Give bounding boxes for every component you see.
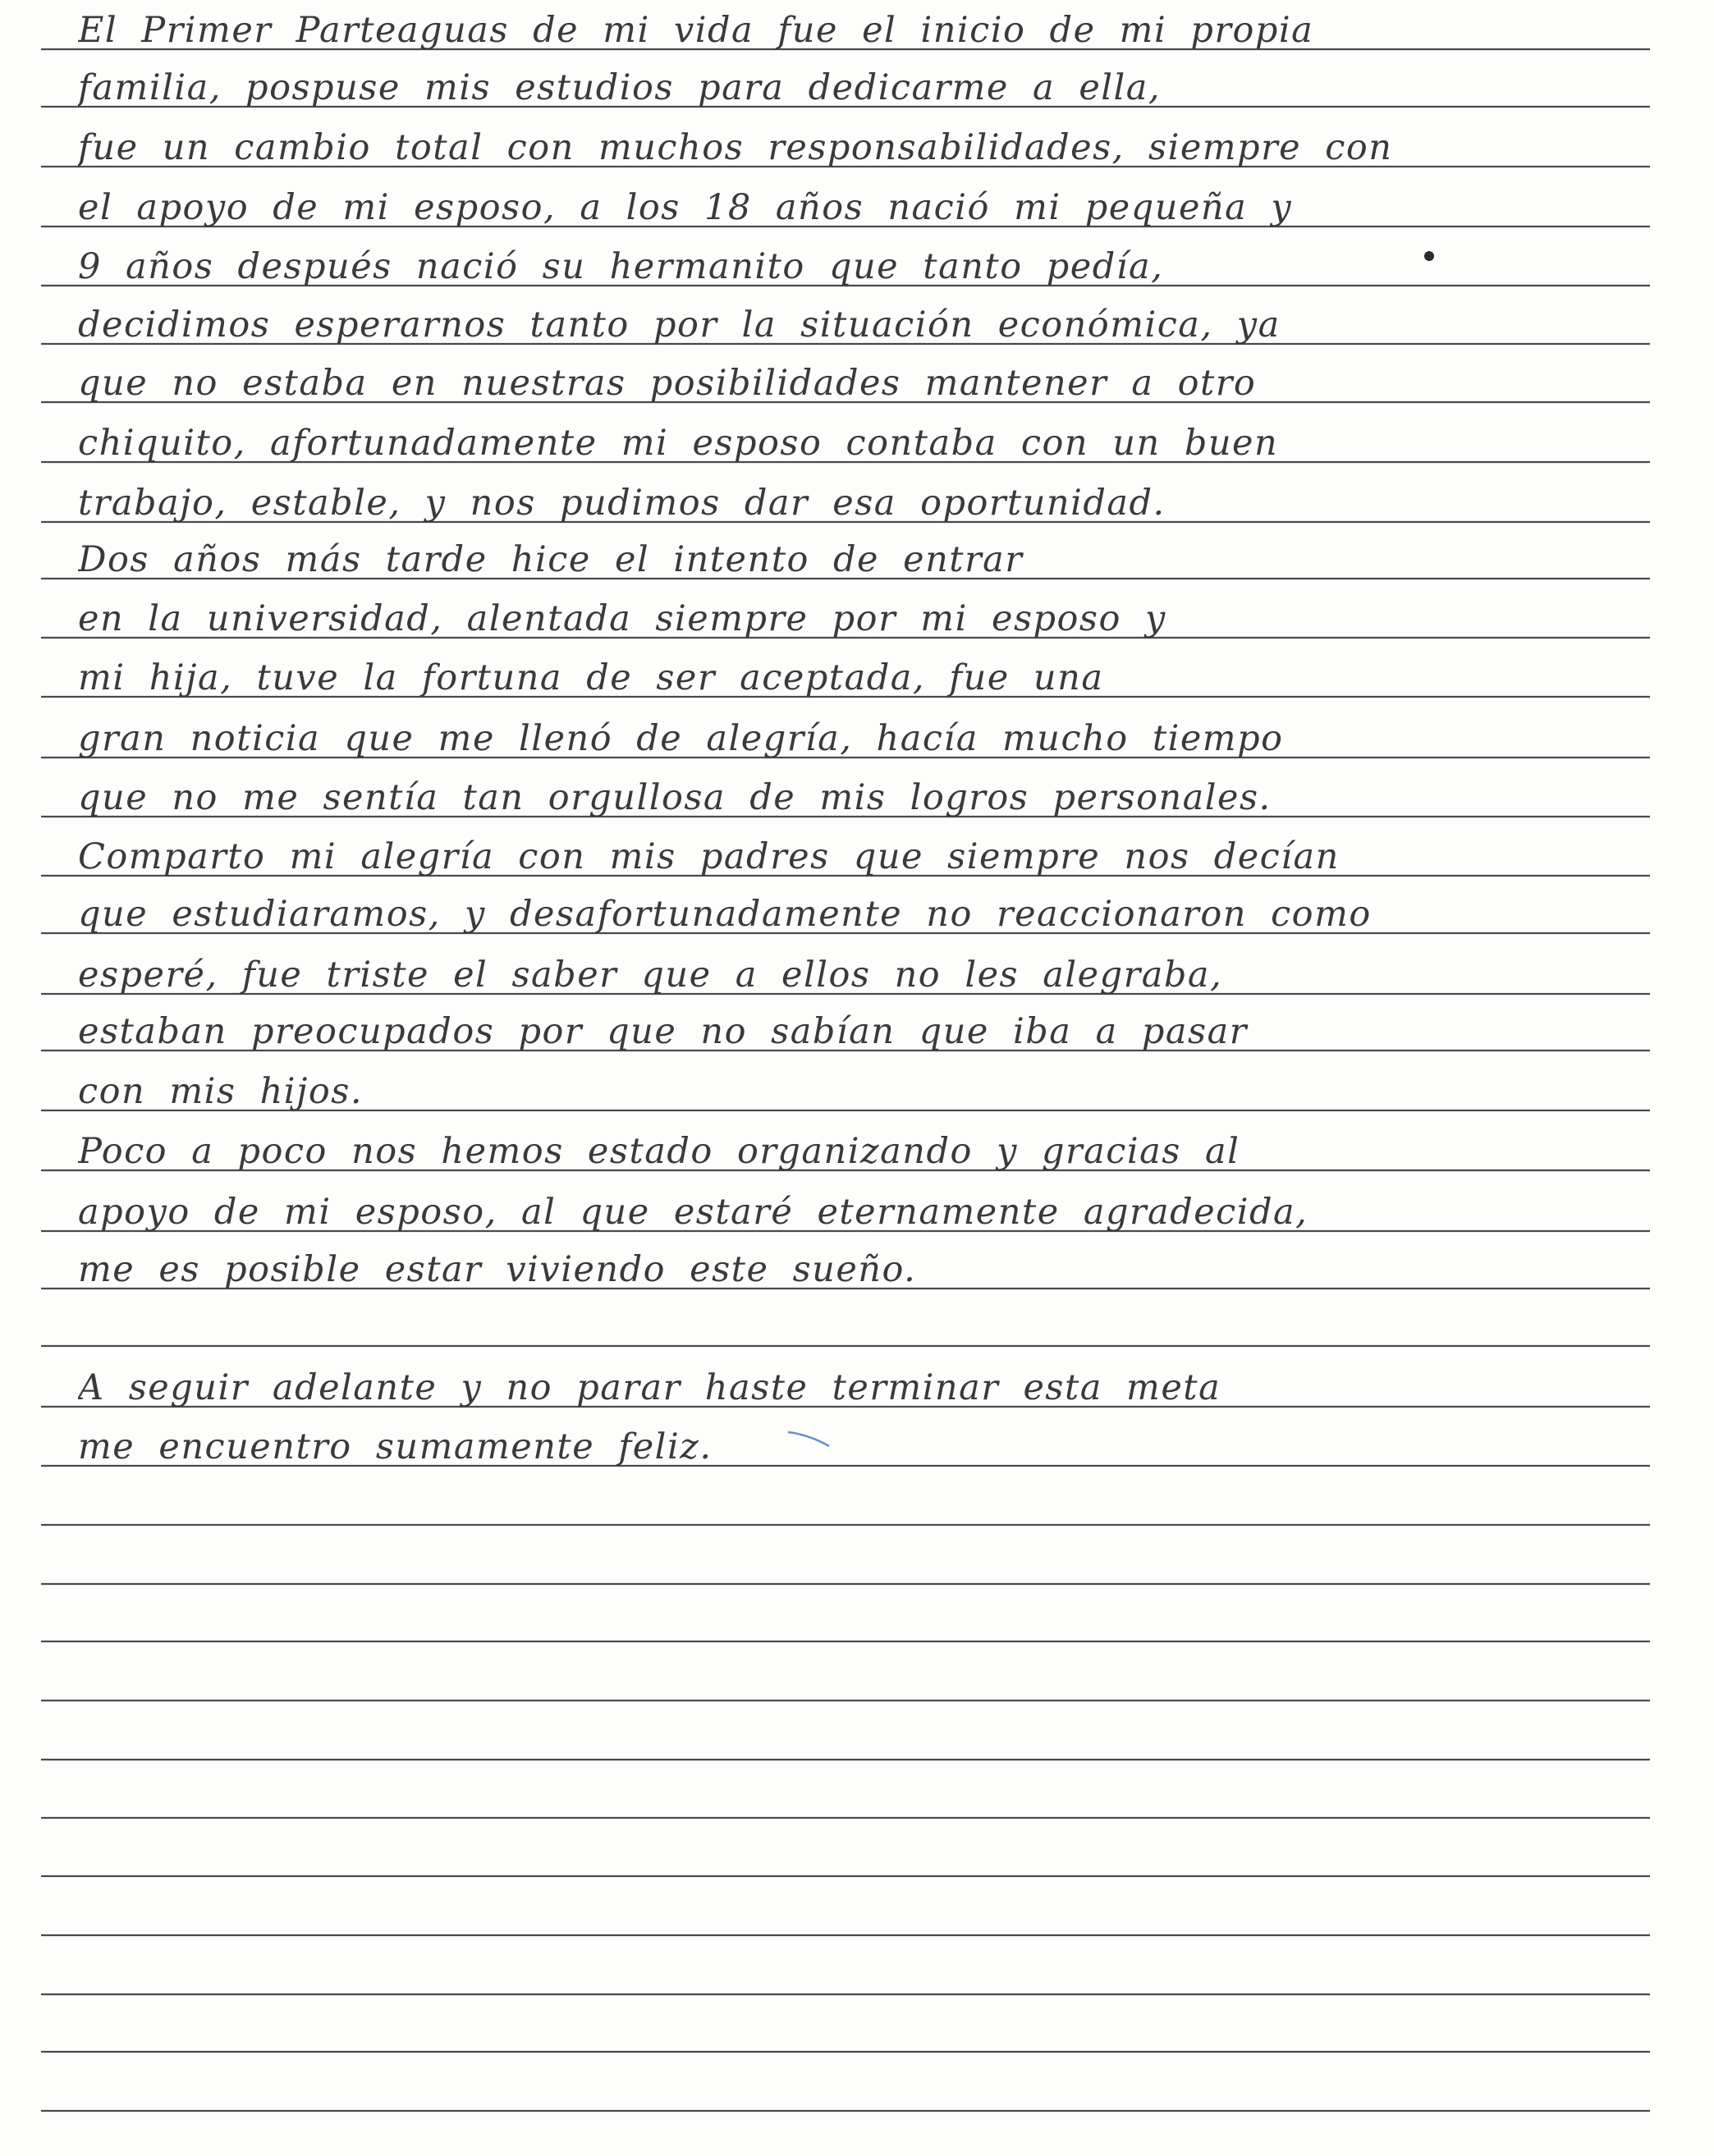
text-line: estaban preocupados por que no sabían que iba a pasar bbox=[78, 1011, 1248, 1052]
text-line: que estudiaramos, y desafortunadamente no reaccionaron como bbox=[78, 894, 1372, 935]
text-line: familia, pospuse mis estudios para dedicarme a ella, bbox=[78, 67, 1162, 108]
text-line: en la universidad, alentada siempre por mi esposo y bbox=[78, 598, 1166, 639]
text-line: me es posible estar viviendo este sueño. bbox=[78, 1249, 917, 1290]
text-line: con mis hijos. bbox=[78, 1071, 363, 1112]
text-line: que no me sentía tan orgullosa de mis logros personales. bbox=[78, 777, 1272, 818]
text-line: A seguir adelante y no parar haste terminar esta meta bbox=[78, 1367, 1221, 1408]
text-line bbox=[78, 1307, 1654, 1348]
text-line: gran noticia que me llenó de alegría, hacía mucho tiempo bbox=[78, 718, 1284, 759]
text-line: que no estaba en nuestras posibilidades mantener a otro bbox=[78, 363, 1257, 404]
text-line: chiquito, afortunadamente mi esposo contaba con un buen bbox=[78, 423, 1279, 464]
text-line: me encuentro sumamente feliz. bbox=[78, 1426, 713, 1467]
text-line: Poco a poco nos hemos estado organizando y gracias al bbox=[78, 1131, 1240, 1172]
text-line: fue un cambio total con muchos responsabilidades, siempre con bbox=[78, 127, 1393, 168]
text-line: esperé, fue triste el saber que a ellos no les alegraba, bbox=[78, 954, 1223, 996]
text-line: trabajo, estable, y nos pudimos dar esa oportunidad. bbox=[78, 483, 1166, 524]
text-line: mi hija, tuve la fortuna de ser aceptada, fue una bbox=[78, 657, 1104, 698]
text-line: Dos años más tarde hice el intento de entrar bbox=[78, 539, 1024, 580]
text-line: El Primer Parteaguas de mi vida fue el inicio de mi propia bbox=[78, 10, 1314, 51]
text-line: el apoyo de mi esposo, a los 18 años nació mi pequeña y bbox=[78, 187, 1293, 228]
text-line: decidimos esperarnos tanto por la situación económica, ya bbox=[78, 304, 1281, 346]
text-line: Comparto mi alegría con mis padres que siempre nos decían bbox=[78, 836, 1340, 877]
text-line: apoyo de mi esposo, al que estaré eternamente agradecida, bbox=[78, 1192, 1308, 1233]
text-line: 9 años después nació su hermanito que tanto pedía, bbox=[78, 246, 1164, 287]
